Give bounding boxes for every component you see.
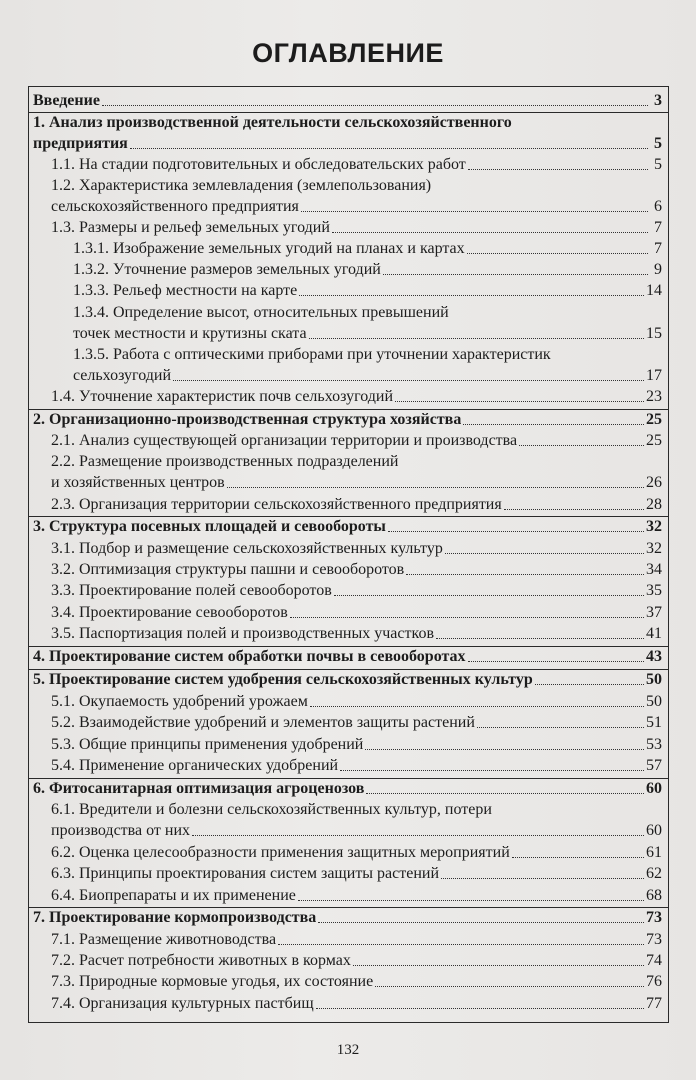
toc-entry-title: 6.2. Оценка целесообразности применения защитных мероприятий — [51, 844, 510, 861]
toc-entry[interactable] — [73, 303, 449, 322]
toc-page-number: 14 — [646, 282, 662, 299]
toc-page-number: 32 — [646, 518, 662, 535]
toc-entry-title: 1.4. Уточнение характеристик почв сельхозугодий — [51, 388, 394, 405]
toc-page-number: 6 — [654, 198, 662, 215]
toc-entry[interactable] — [51, 864, 662, 883]
dot-leader — [395, 400, 644, 402]
toc-entry[interactable] — [51, 994, 662, 1013]
dot-leader — [290, 616, 644, 618]
toc-page-number: 3 — [654, 92, 662, 109]
toc-entry[interactable] — [51, 821, 662, 840]
toc-page-number: 5 — [654, 135, 662, 152]
toc-entry[interactable] — [51, 603, 662, 622]
dot-leader — [406, 573, 644, 575]
toc-entry-title: 3.2. Оптимизация структуры пашни и севооборотов — [51, 561, 405, 578]
toc-entry[interactable] — [51, 930, 662, 949]
toc-chapter[interactable] — [33, 91, 662, 110]
toc-page-number: 26 — [646, 474, 662, 491]
toc-entry[interactable] — [51, 539, 662, 558]
toc-entry-title: 2. Организационно-производственная структура хозяйства — [33, 411, 462, 428]
toc-page-number: 35 — [646, 582, 662, 599]
toc-entry-title: 5.1. Окупаемость удобрений урожаем — [51, 693, 308, 710]
toc-entry-title: 7.3. Природные кормовые угодья, их состояние — [51, 973, 374, 990]
toc-entry[interactable] — [51, 197, 662, 216]
toc-page-number: 37 — [646, 604, 662, 621]
toc-entry[interactable] — [73, 324, 662, 343]
toc-page-number: 68 — [646, 887, 662, 904]
toc-page-number: 25 — [646, 432, 662, 449]
toc-entry[interactable] — [51, 972, 662, 991]
dot-leader — [441, 877, 644, 879]
toc-entry-title: 6.1. Вредители и болезни сельскохозяйственных культур, потери — [51, 801, 492, 818]
dot-leader — [278, 943, 644, 945]
dot-leader — [375, 985, 644, 987]
toc-entry-title: и хозяйственных центров — [51, 474, 225, 491]
toc-entry[interactable] — [51, 581, 662, 600]
dot-leader — [192, 834, 644, 836]
toc-entry[interactable] — [51, 624, 662, 643]
toc-page-number: 28 — [646, 496, 662, 513]
toc-entry[interactable] — [51, 713, 662, 732]
toc-page-number: 57 — [646, 757, 662, 774]
dot-leader — [519, 444, 644, 446]
toc-entry[interactable] — [51, 951, 662, 970]
toc-entry[interactable] — [51, 495, 662, 514]
dot-leader — [504, 508, 644, 510]
toc-page-number: 7 — [654, 240, 662, 257]
toc-entry-title: 6. Фитосанитарная оптимизация агроценозов — [33, 780, 365, 797]
toc-entry-title: 7.4. Организация культурных пастбищ — [51, 995, 314, 1012]
toc-page-number: 53 — [646, 736, 662, 753]
toc-chapter[interactable] — [33, 670, 662, 689]
page-number: 132 — [336, 1042, 360, 1058]
toc-entry-title: 3. Структура посевных площадей и севообороты — [33, 518, 386, 535]
toc-entry[interactable] — [51, 452, 398, 471]
toc-page-number: 50 — [646, 671, 662, 688]
dot-leader — [463, 423, 644, 425]
toc-entry[interactable] — [51, 692, 662, 711]
toc-entry-title: 1.1. На стадии подготовительных и обследовательских работ — [51, 156, 466, 173]
toc-entry-title: сельскохозяйственного предприятия — [51, 198, 299, 215]
toc-entry[interactable] — [51, 560, 662, 579]
toc-entry-title: предприятия — [33, 135, 128, 152]
dot-leader — [477, 726, 644, 728]
toc-entry[interactable] — [51, 387, 662, 406]
dot-leader — [366, 792, 644, 794]
toc-entry-title: 3.4. Проектирование севооборотов — [51, 604, 288, 621]
toc-chapter[interactable] — [33, 517, 662, 536]
toc-entry[interactable] — [51, 473, 662, 492]
dot-leader — [334, 594, 644, 596]
toc-chapter[interactable] — [33, 410, 662, 429]
toc-entry-title: 1.3.1. Изображение земельных угодий на планах и картах — [73, 240, 465, 257]
toc-entry-title: Введение — [33, 92, 100, 109]
toc-page-number: 17 — [646, 367, 662, 384]
dot-leader — [316, 1007, 644, 1009]
toc-entry-title: 2.2. Размещение производственных подразделений — [51, 453, 399, 470]
toc-entry-title: точек местности и крутизны ската — [73, 325, 307, 342]
dot-leader — [102, 104, 648, 106]
toc-entry[interactable] — [73, 239, 662, 258]
dot-leader — [173, 379, 644, 381]
toc-page-number: 62 — [646, 865, 662, 882]
toc-entry-title: 1.3.5. Работа с оптическими приборами при уточнении характеристик — [73, 346, 551, 363]
toc-entry-title: 1.3.2. Уточнение размеров земельных угодий — [73, 261, 381, 278]
toc-entry-title: 3.3. Проектирование полей севооборотов — [51, 582, 332, 599]
dot-leader — [468, 660, 644, 662]
toc-page-number: 5 — [654, 156, 662, 173]
toc-entry-title: 1.2. Характеристика землевладения (землепользования) — [51, 177, 432, 194]
toc-entry[interactable] — [51, 800, 492, 819]
toc-entry[interactable] — [51, 431, 662, 450]
dot-leader — [130, 147, 648, 149]
toc-entry[interactable] — [51, 843, 662, 862]
dot-leader — [309, 337, 644, 339]
dot-leader — [227, 486, 644, 488]
dot-leader — [353, 964, 644, 966]
toc-entry-title: 5.4. Применение органических удобрений — [51, 757, 339, 774]
toc-entry-title: 7.2. Расчет потребности животных в кормах — [51, 952, 351, 969]
toc-entry-title: сельхозугодий — [73, 367, 172, 384]
toc-entry-title: 1.3.3. Рельеф местности на карте — [73, 282, 298, 299]
toc-entry-title: 7.1. Размещение животноводства — [51, 931, 277, 948]
toc-page-number: 73 — [646, 909, 662, 926]
toc-page-number: 41 — [646, 625, 662, 642]
toc-entry-title: 1. Анализ производственной деятельности сельскохозяйственного — [33, 114, 512, 131]
dot-leader — [365, 748, 644, 750]
toc-entry-title: 6.4. Биопрепараты и их применение — [51, 887, 296, 904]
toc-page-number: 76 — [646, 973, 662, 990]
dot-leader — [310, 705, 644, 707]
toc-entry[interactable] — [73, 366, 662, 385]
toc-page-number: 7 — [654, 219, 662, 236]
toc-entry[interactable] — [51, 176, 431, 195]
toc-entry-title: 3.5. Паспортизация полей и производственных участков — [51, 625, 434, 642]
toc-page-number: 61 — [646, 844, 662, 861]
toc-entry[interactable] — [73, 281, 662, 300]
toc-page-number: 43 — [646, 648, 662, 665]
dot-leader — [383, 273, 648, 275]
toc-entry[interactable] — [51, 155, 662, 174]
toc-entry[interactable] — [73, 260, 662, 279]
dot-leader — [436, 637, 644, 639]
dot-leader — [467, 252, 648, 254]
toc-entry-title: 5.3. Общие принципы применения удобрений — [51, 736, 364, 753]
toc-page-number: 32 — [646, 540, 662, 557]
toc-entry-title: 2.3. Организация территории сельскохозяйственного предприятия — [51, 496, 502, 513]
toc-entry[interactable] — [73, 345, 551, 364]
toc-chapter[interactable] — [33, 908, 662, 927]
dot-leader — [298, 899, 644, 901]
toc-entry-title: 1.3.4. Определение высот, относительных превышений — [73, 304, 449, 321]
toc-entry-title: 3.1. Подбор и размещение сельскохозяйственных культур — [51, 540, 443, 557]
toc-chapter[interactable] — [33, 113, 512, 132]
dot-leader — [318, 921, 644, 923]
dot-leader — [468, 168, 648, 170]
toc-page-number: 15 — [646, 325, 662, 342]
toc-table — [28, 86, 669, 1023]
page-title: ОГЛАВЛЕНИЕ — [252, 38, 444, 68]
toc-page-number: 34 — [646, 561, 662, 578]
toc-entry-title: производства от них — [51, 822, 191, 839]
toc-page-number: 60 — [646, 780, 662, 797]
toc-chapter[interactable] — [33, 134, 662, 153]
toc-entry-title: 5.2. Взаимодействие удобрений и элементов защиты растений — [51, 714, 475, 731]
toc-page-number: 9 — [654, 261, 662, 278]
toc-entry-title: 4. Проектирование систем обработки почвы в севооборотах — [33, 648, 466, 665]
dot-leader — [332, 231, 648, 233]
toc-entry-title: 1.3. Размеры и рельеф земельных угодий — [51, 219, 330, 236]
toc-page-number: 50 — [646, 693, 662, 710]
toc-page-number: 73 — [646, 931, 662, 948]
toc-entry-title: 5. Проектирование систем удобрения сельскохозяйственных культур — [33, 671, 533, 688]
toc-page-number: 23 — [646, 388, 662, 405]
toc-page-number: 51 — [646, 714, 662, 731]
toc-page-number: 25 — [646, 411, 662, 428]
toc-chapter[interactable] — [33, 779, 662, 798]
toc-page-number: 77 — [646, 995, 662, 1012]
toc-chapter[interactable] — [33, 647, 662, 666]
toc-entry-title: 6.3. Принципы проектирования систем защиты растений — [51, 865, 440, 882]
dot-leader — [535, 683, 644, 685]
dot-leader — [340, 769, 644, 771]
dot-leader — [512, 856, 644, 858]
toc-entry[interactable] — [51, 886, 662, 905]
toc-page-number: 60 — [646, 822, 662, 839]
toc-page-number: 74 — [646, 952, 662, 969]
toc-entry[interactable] — [51, 735, 662, 754]
toc-entry-title: 7. Проектирование кормопроизводства — [33, 909, 317, 926]
dot-leader — [301, 210, 648, 212]
toc-entry[interactable] — [51, 218, 662, 237]
toc-entry[interactable] — [51, 756, 662, 775]
dot-leader — [299, 294, 644, 296]
toc-entry-title: 2.1. Анализ существующей организации территории и производства — [51, 432, 518, 449]
dot-leader — [388, 530, 644, 532]
dot-leader — [445, 552, 644, 554]
toc-list — [29, 87, 668, 1022]
